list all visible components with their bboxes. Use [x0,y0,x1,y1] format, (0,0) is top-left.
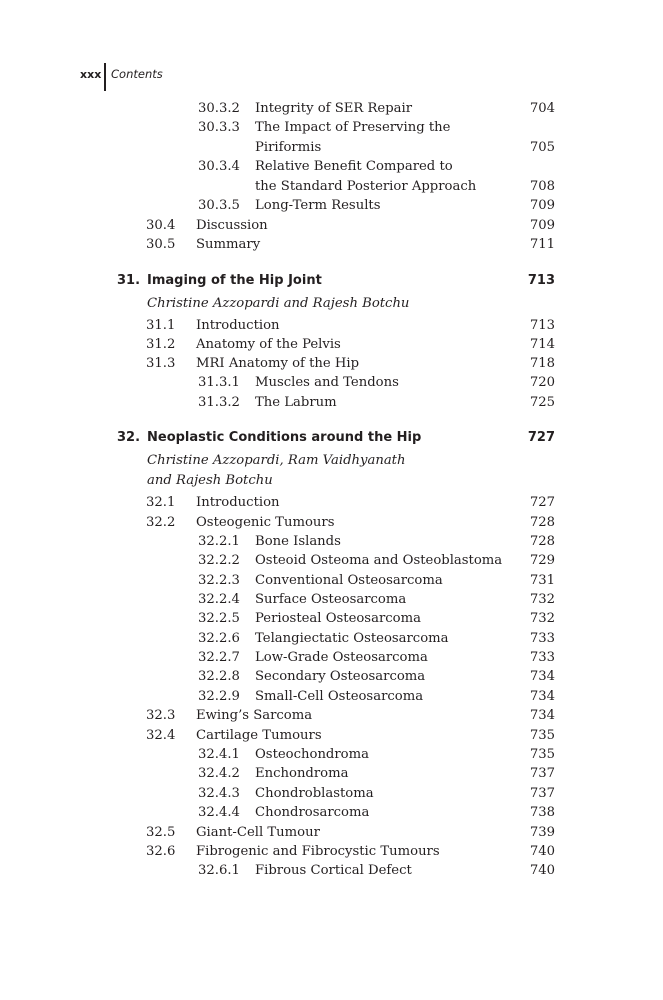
subsection-entry [0,687,663,707]
entry-page-number: 714 [529,337,555,352]
entry-number: 31.3.2 [198,395,240,410]
subsection-entry [0,861,663,881]
section-entry [0,316,663,336]
entry-number: 32.6 [146,844,176,859]
entry-page-number: 720 [529,375,555,390]
entry-page-number: 728 [529,515,555,530]
subsection-entry [0,532,663,552]
section-entry [0,354,663,374]
subsection-entry [0,99,663,119]
entry-title: Small-Cell Osteosarcoma [255,689,424,704]
entry-number: 32.2.9 [198,689,240,704]
entry-number: 32.2.5 [198,611,240,626]
subsection-entry [0,177,663,197]
entry-page-number: 733 [529,650,555,665]
entry-page-number: 709 [529,218,555,233]
entry-title: Anatomy of the Pelvis [196,337,341,352]
chapter-heading [0,428,663,448]
entry-number: 31.1 [146,318,176,333]
entry-page-number: 709 [529,198,555,213]
entry-page-number: 732 [529,592,555,607]
entry-number: 32.2.4 [198,592,240,607]
entry-page-number: 740 [529,863,555,878]
entry-number: 30.3.4 [198,159,240,174]
subsection-entry [0,551,663,571]
entry-page-number: 711 [529,237,555,252]
entry-title: Telangiectatic Osteosarcoma [255,631,449,646]
chapter-authors [0,294,663,314]
entry-number: 30.5 [146,237,176,252]
section-entry [0,706,663,726]
section-entry [0,726,663,746]
entry-title: Osteochondroma [255,747,369,762]
entry-title: Chondroblastoma [255,786,374,801]
entry-page-number: 704 [529,101,555,116]
subsection-entry [0,196,663,216]
entry-title: Christine Azzopardi and Rajesh Botchu [147,296,410,311]
entry-number: 32.4.3 [198,786,240,801]
section-entry [0,823,663,843]
entry-title: Christine Azzopardi, Ram Vaidhyanath [147,453,406,468]
entry-number: 32. [117,430,141,445]
entry-number: 32.4.2 [198,766,240,781]
subsection-entry [0,590,663,610]
entry-title: Conventional Osteosarcoma [255,573,443,588]
entry-title: Muscles and Tendons [255,375,399,390]
entry-page-number: 737 [529,766,555,781]
entry-number: 31.3.1 [198,375,240,390]
subsection-entry [0,571,663,591]
entry-number: 31.3 [146,356,176,371]
entry-page-number: 727 [529,495,555,510]
entry-title: Discussion [196,218,268,233]
entry-number: 32.2.2 [198,553,240,568]
entry-page-number: 732 [529,611,555,626]
entry-number: 32.2.8 [198,669,240,684]
entry-page-number: 708 [529,179,555,194]
section-entry [0,235,663,255]
entry-number: 32.4.4 [198,805,240,820]
entry-title: Surface Osteosarcoma [255,592,407,607]
entry-title: Introduction [196,495,280,510]
subsection-entry [0,803,663,823]
subsection-entry [0,373,663,393]
subsection-entry [0,648,663,668]
section-entry [0,513,663,533]
entry-number: 32.1 [146,495,176,510]
entry-number: 32.2.3 [198,573,240,588]
entry-title: MRI Anatomy of the Hip [196,356,360,371]
entry-number: 32.5 [146,825,176,840]
chapter-authors [0,451,663,471]
entry-page-number: 734 [529,669,555,684]
entry-page-number: 728 [529,534,555,549]
entry-title: Bone Islands [255,534,341,549]
entry-title: Ewing’s Sarcoma [196,708,313,723]
chapter-authors [0,471,663,491]
entry-number: 30.3.5 [198,198,240,213]
entry-number: 32.2 [146,515,176,530]
entry-title: Introduction [196,318,280,333]
header-divider [104,63,106,91]
entry-page-number: 734 [529,689,555,704]
entry-title: The Impact of Preserving the [255,120,451,135]
entry-title: Neoplastic Conditions around the Hip [147,430,422,445]
entry-number: 30.4 [146,218,176,233]
subsection-entry [0,118,663,138]
section-entry [0,842,663,862]
subsection-entry [0,609,663,629]
entry-number: 31. [117,273,141,288]
entry-page-number: 738 [529,805,555,820]
entry-title: Integrity of SER Repair [255,101,413,116]
entry-title: Piriformis [255,140,322,155]
entry-page-number: 729 [529,553,555,568]
entry-number: 30.3.3 [198,120,240,135]
entry-title: Osteoid Osteoma and Osteoblastoma [255,553,503,568]
entry-page-number: 725 [529,395,555,410]
entry-number: 32.4 [146,728,176,743]
entry-title: Long-Term Results [255,198,381,213]
subsection-entry [0,138,663,158]
subsection-entry [0,745,663,765]
entry-number: 32.3 [146,708,176,723]
subsection-entry [0,667,663,687]
entry-number: 31.2 [146,337,176,352]
entry-title: and Rajesh Botchu [147,473,273,488]
entry-page-number: 739 [529,825,555,840]
entry-page-number: 705 [529,140,555,155]
section-entry [0,335,663,355]
entry-title: Cartilage Tumours [196,728,322,743]
subsection-entry [0,629,663,649]
entry-title: Fibrogenic and Fibrocystic Tumours [196,844,440,859]
entry-number: 30.3.2 [198,101,240,116]
subsection-entry [0,784,663,804]
entry-page-number: 734 [529,708,555,723]
entry-title: Secondary Osteosarcoma [255,669,426,684]
entry-number: 32.2.6 [198,631,240,646]
entry-title: the Standard Posterior Approach [255,179,477,194]
entry-title: Giant-Cell Tumour [196,825,320,840]
entry-title: Osteogenic Tumours [196,515,335,530]
running-title: Contents [111,67,163,81]
entry-page-number: 731 [529,573,555,588]
entry-number: 32.2.7 [198,650,240,665]
entry-title: Imaging of the Hip Joint [147,273,322,288]
entry-title: Enchondroma [255,766,349,781]
entry-number: 32.2.1 [198,534,240,549]
entry-title: The Labrum [255,395,337,410]
entry-title: Periosteal Osteosarcoma [255,611,421,626]
entry-title: Summary [196,237,261,252]
entry-page-number: 713 [527,273,555,288]
entry-page-number: 735 [529,728,555,743]
page-number: xxx [80,68,102,81]
entry-number: 32.6.1 [198,863,240,878]
entry-page-number: 737 [529,786,555,801]
section-entry [0,493,663,513]
entry-title: Relative Benefit Compared to [255,159,453,174]
chapter-heading [0,271,663,291]
subsection-entry [0,764,663,784]
entry-title: Fibrous Cortical Defect [255,863,412,878]
subsection-entry [0,393,663,413]
subsection-entry [0,157,663,177]
entry-page-number: 733 [529,631,555,646]
entry-title: Chondrosarcoma [255,805,370,820]
entry-page-number: 740 [529,844,555,859]
entry-page-number: 727 [527,430,555,445]
section-entry [0,216,663,236]
entry-title: Low-Grade Osteosarcoma [255,650,428,665]
entry-page-number: 735 [529,747,555,762]
entry-page-number: 713 [529,318,555,333]
entry-page-number: 718 [529,356,555,371]
entry-number: 32.4.1 [198,747,240,762]
